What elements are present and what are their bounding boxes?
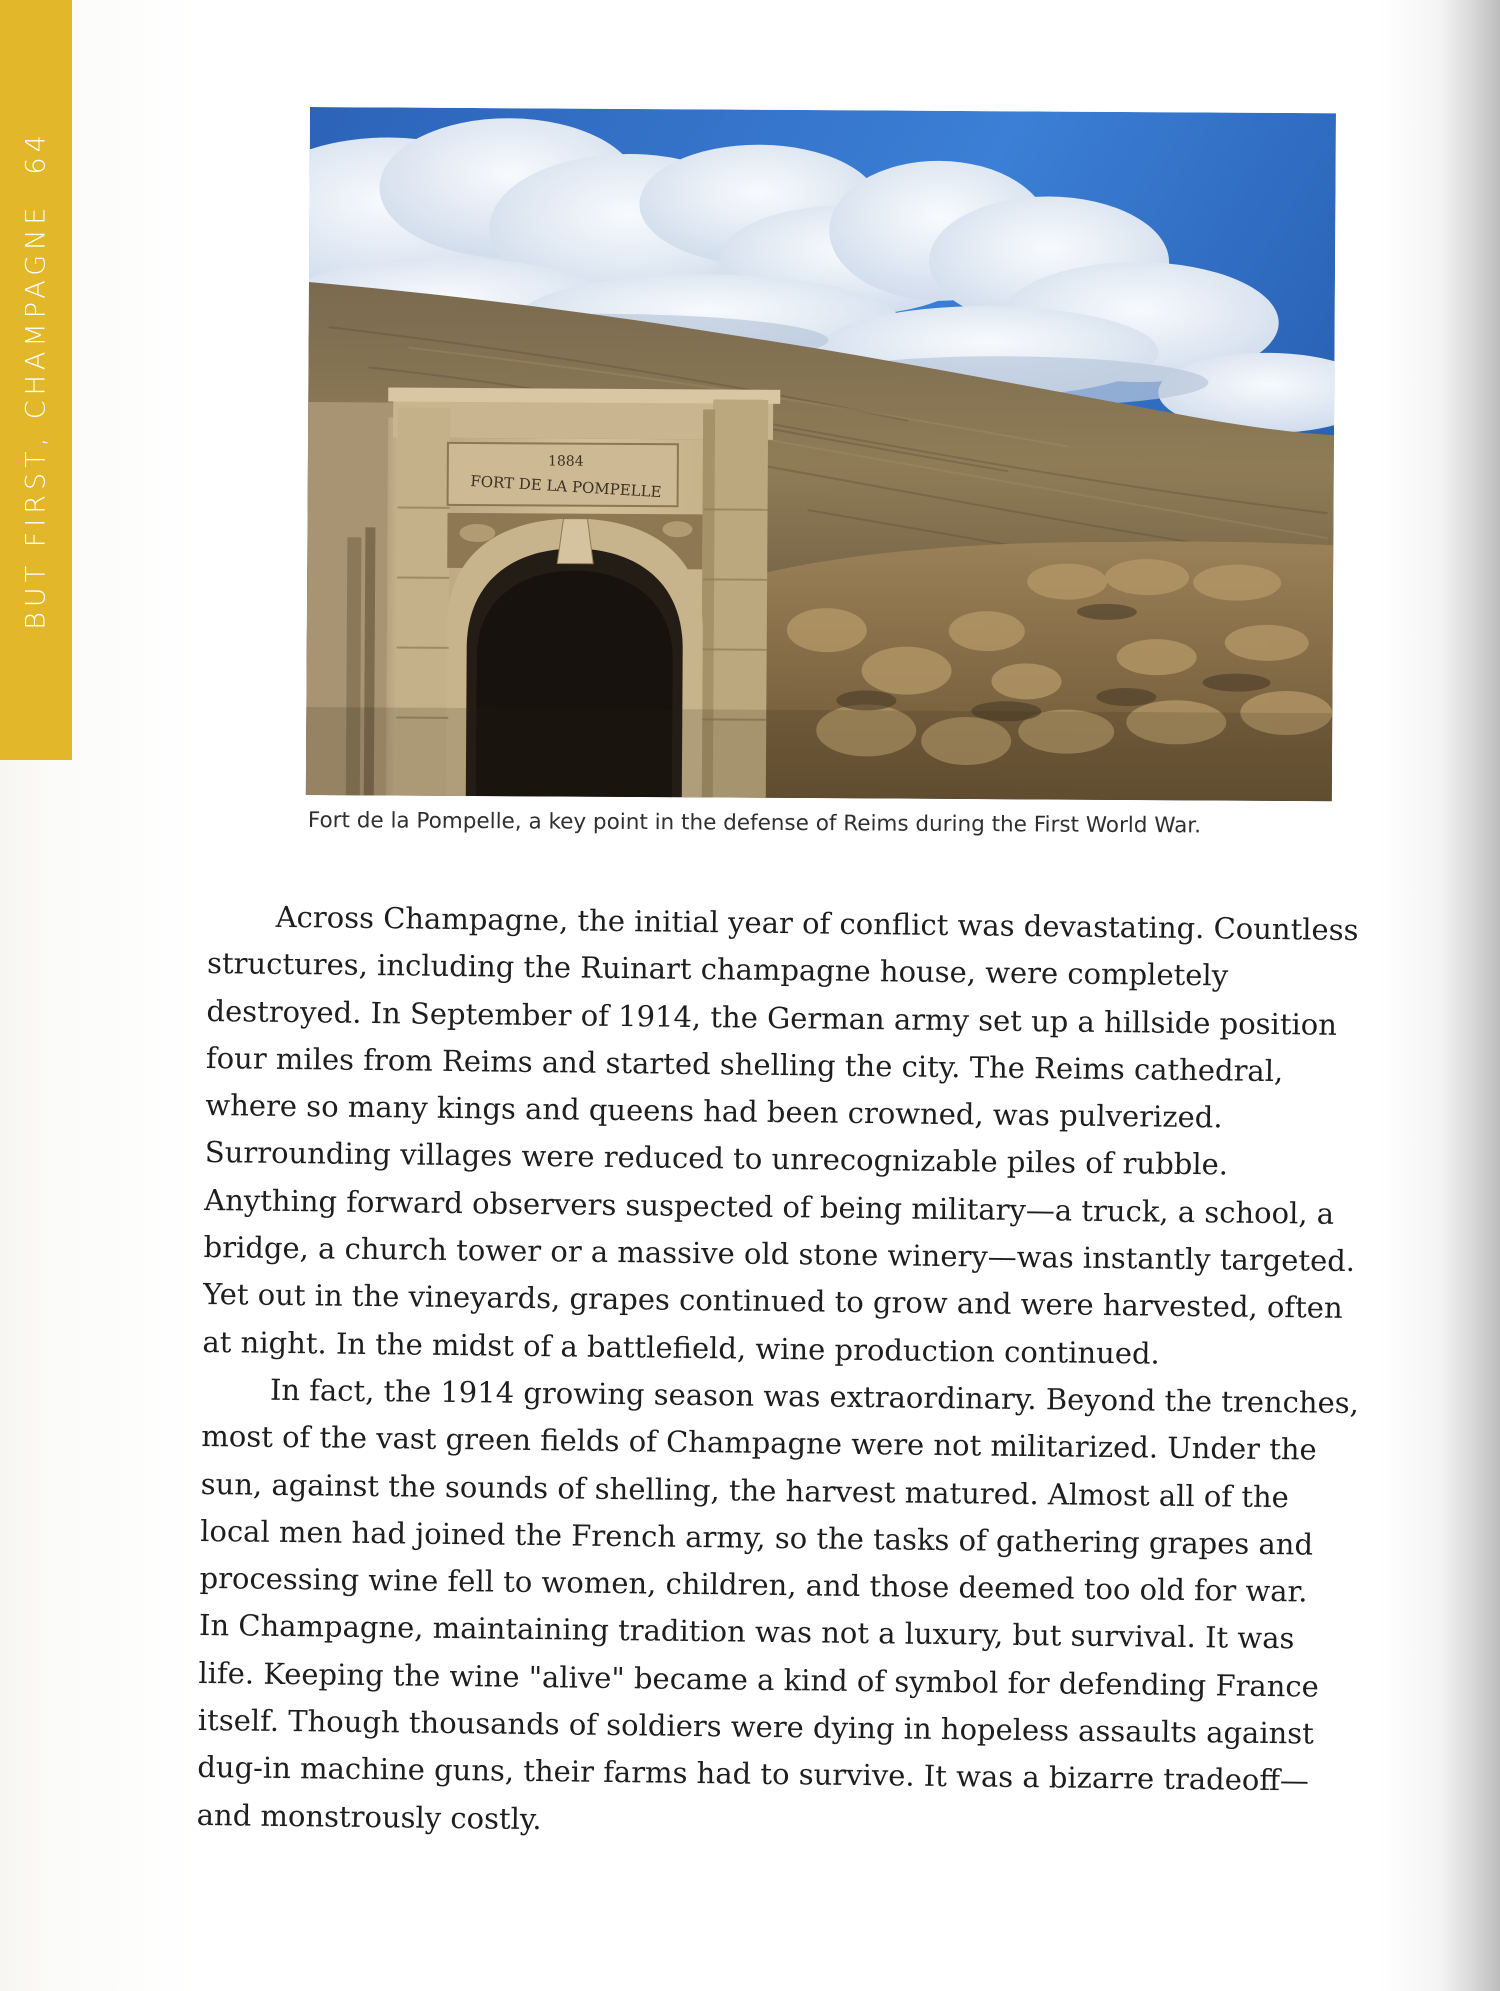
text-line: four miles from Reims and started shelling the city. The Reims cathedral, [205, 1040, 1284, 1089]
page-number: 64 [20, 130, 52, 175]
text-line: itself. Though thousands of soldiers were dying in hopeless assaults against [197, 1702, 1315, 1751]
running-head-title: BUT FIRST, CHAMPAGNE [20, 202, 52, 630]
text-line: Across Champagne, the initial year of conflict was devastating. Countless [275, 899, 1359, 948]
text-line: In fact, the 1914 growing season was extraordinary. Beyond the trenches, [269, 1372, 1360, 1421]
text-line: life. Keeping the wine "alive" became a kind of symbol for defending France [198, 1655, 1320, 1704]
text-line: where so many kings and queens had been crowned, was pulverized. [205, 1088, 1223, 1135]
running-head [21, 130, 52, 630]
text-line: Anything forward observers suspected of being military—a truck, a school, a [204, 1182, 1335, 1231]
text-line: destroyed. In September of 1914, the German army set up a hillside position [206, 993, 1338, 1042]
text-line: bridge, a church tower or a massive old stone winery—was instantly targeted. [203, 1230, 1356, 1279]
text-line: most of the vast green fields of Champagne were not militarized. Under the [201, 1419, 1317, 1467]
gate-date: 1884 [547, 453, 584, 470]
text-line: at night. In the midst of a battlefield, wine production continued. [202, 1324, 1160, 1371]
text-line: structures, including the Ruinart champagne house, were completely [206, 946, 1229, 993]
paragraph-2 [196, 1366, 1402, 1854]
photo-caption: Fort de la Pompelle, a key point in the defense of Reims during the First World War. [307, 808, 1202, 839]
text-line: dug-in machine guns, their farms had to survive. It was a bizarre tradeoff— [197, 1750, 1310, 1798]
text-line: local men had joined the French army, so the tasks of gathering grapes and [199, 1513, 1314, 1562]
gate-inscription: FORT DE LA POMPELLE [469, 471, 663, 502]
text-line: processing wine fell to women, children, and those deemed too old for war. [199, 1561, 1308, 1609]
body-text [196, 893, 1407, 1854]
text-line: and monstrously costly. [196, 1797, 542, 1836]
fort-photo [306, 107, 1336, 801]
paragraph-1 [202, 893, 1408, 1381]
text-line: Surrounding villages were reduced to unrecognizable piles of rubble. [204, 1135, 1229, 1182]
running-head-tab [0, 0, 72, 760]
text-line: In Champagne, maintaining tradition was not a luxury, but survival. It was [198, 1608, 1295, 1656]
text-line: sun, against the sounds of shelling, the harvest matured. Almost all of the [200, 1466, 1290, 1514]
text-line: Yet out in the vineyards, grapes continued to grow and were harvested, often [202, 1277, 1343, 1326]
